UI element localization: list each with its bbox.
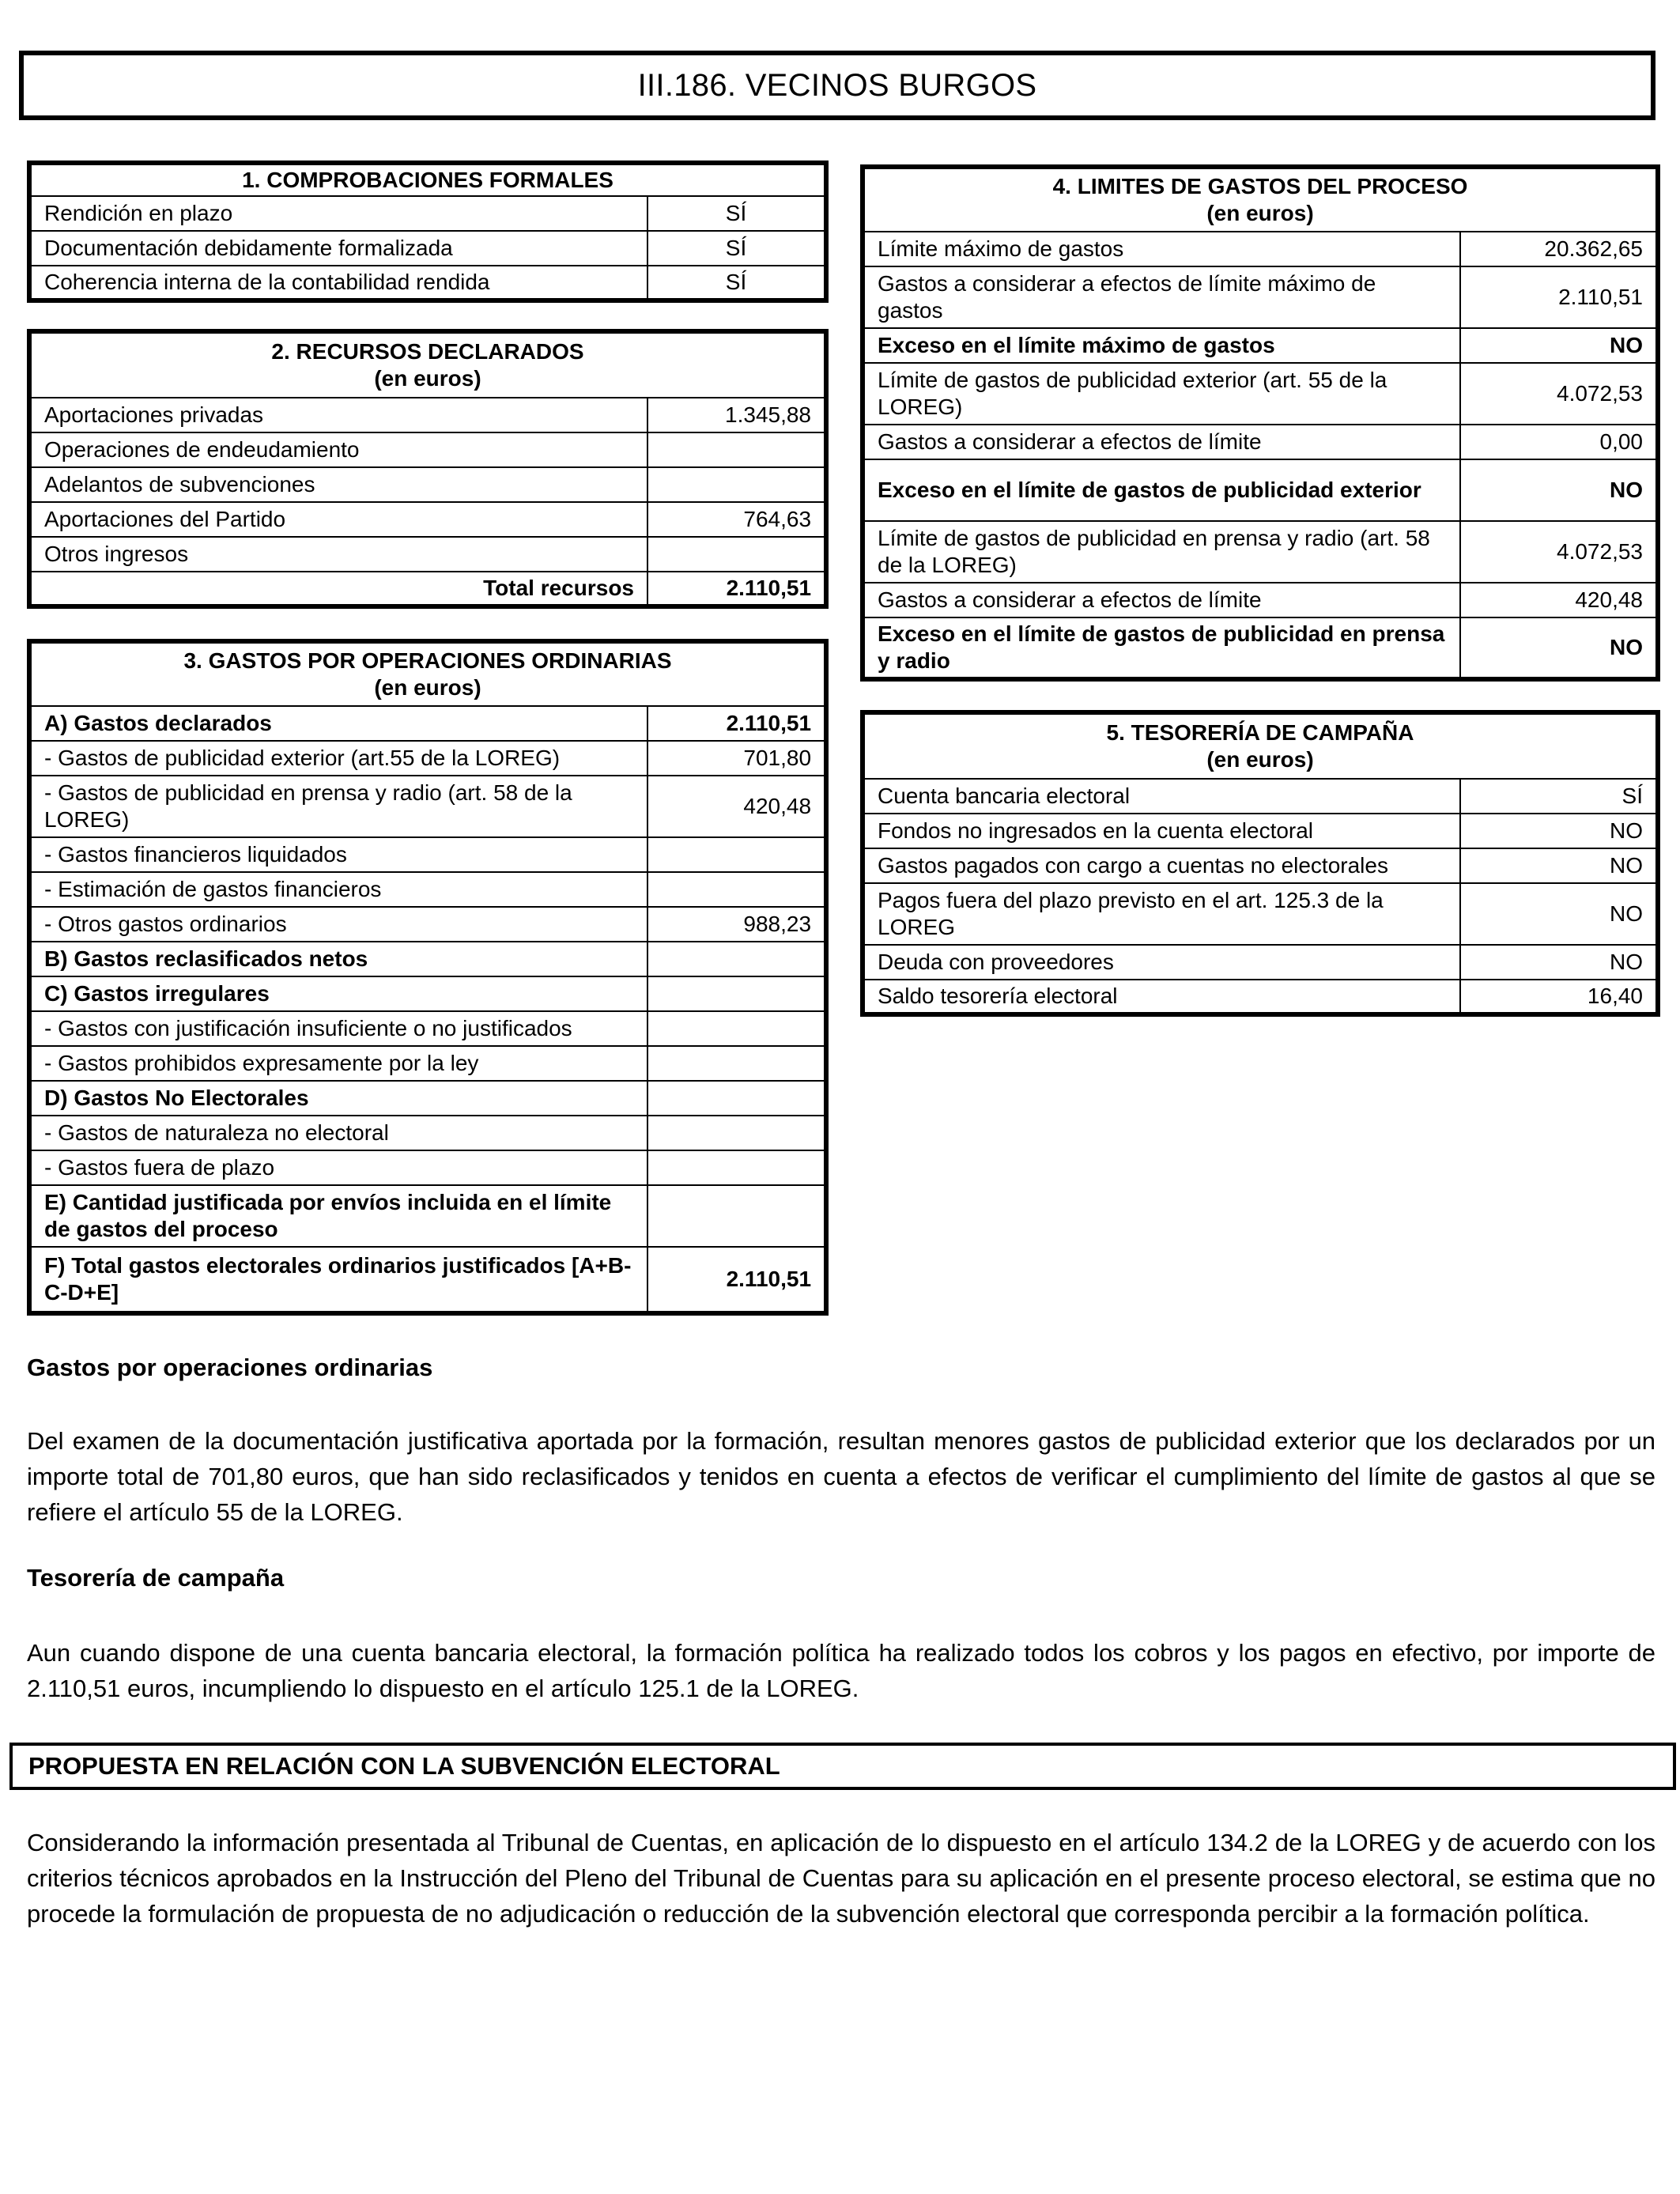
proposal-heading: PROPUESTA EN RELACIÓN CON LA SUBVENCIÓN ELECTORAL [9, 1743, 1676, 1790]
campaign-treasury-title: 5. TESORERÍA DE CAMPAÑA [1106, 720, 1414, 745]
table-row: - Gastos de naturaleza no electoral [29, 1116, 826, 1150]
declared-resources-subtitle: (en euros) [374, 366, 481, 391]
table-row: Saldo tesorería electoral 16,40 [863, 980, 1658, 1014]
campaign-treasury-subtitle: (en euros) [1206, 747, 1314, 772]
table-row: Límite máximo de gastos 20.362,65 [863, 232, 1658, 266]
table-row: B) Gastos reclasificados netos [29, 942, 826, 976]
proposal-paragraph: Considerando la información presentada al Tribunal de Cuentas, en aplicación de lo dispuesto en el artículo 134.2 de la LOREG y de acuerdo con los criterios técnicos aprobados en la Instrucción del Pleno del Tribunal de Cuentas para su aplicación en el presente proceso electoral, se estima que no procede la formulación de propuesta de no adjudicación o reducción de la subvención electoral que corresponda percibir a la formación política. [27, 1829, 1655, 1928]
ordinary-expenses-subtitle: (en euros) [374, 675, 481, 700]
table-row: Cuenta bancaria electoral SÍ [863, 779, 1658, 814]
campaign-treasury-heading: Tesorería de campaña [27, 1564, 285, 1592]
table-row: Gastos a considerar a efectos de límite máximo de gastos 2.110,51 [863, 266, 1658, 328]
table-row: E) Cantidad justificada por envíos incluida en el límite de gastos del proceso [29, 1185, 826, 1247]
table-row: Gastos a considerar a efectos de límite 420,48 [863, 583, 1658, 617]
table-row: F) Total gastos electorales ordinarios justificados [A+B-C-D+E] 2.110,51 [29, 1247, 826, 1313]
formal-checks-table [27, 160, 829, 303]
table-row: D) Gastos No Electorales [29, 1081, 826, 1116]
table-row: Exceso en el límite de gastos de publicidad en prensa y radio NO [863, 617, 1658, 679]
table-row: Coherencia interna de la contabilidad rendida SÍ [29, 266, 826, 300]
ordinary-expenses-paragraph: Del examen de la documentación justificativa aportada por la formación, resultan menores gastos de publicidad exterior que los declarados por un importe total de 701,80 euros, que han sido reclasificados y tenidos en cuenta a efectos de verificar el cumplimiento del límite de gastos al que se refiere el artículo 55 de la LOREG. [27, 1427, 1655, 1526]
table-row: - Gastos fuera de plazo [29, 1150, 826, 1185]
table-row: - Estimación de gastos financieros [29, 872, 826, 907]
table-row: Gastos pagados con cargo a cuentas no electorales NO [863, 848, 1658, 883]
table-row: Operaciones de endeudamiento [29, 432, 826, 467]
campaign-treasury-table [860, 710, 1660, 1017]
table-row: Exceso en el límite máximo de gastos NO [863, 328, 1658, 363]
table-row: Gastos a considerar a efectos de límite 0,00 [863, 425, 1658, 459]
table-row: Aportaciones privadas 1.345,88 [29, 398, 826, 432]
expense-limits-title: 4. LIMITES DE GASTOS DEL PROCESO [1052, 174, 1468, 198]
ordinary-expenses-table [27, 639, 829, 1316]
table-row: Aportaciones del Partido 764,63 [29, 502, 826, 537]
campaign-treasury-paragraph: Aun cuando dispone de una cuenta bancaria electoral, la formación política ha realizado todos los cobros y los pagos en efectivo, por importe de 2.110,51 euros, incumpliendo lo dispuesto en el artículo 125.1 de la LOREG. [27, 1639, 1655, 1702]
table-row: Otros ingresos [29, 537, 826, 572]
total-row: Total recursos 2.110,51 [29, 572, 826, 606]
table-row: Límite de gastos de publicidad exterior (art. 55 de la LOREG) 4.072,53 [863, 363, 1658, 425]
table-row: Límite de gastos de publicidad en prensa y radio (art. 58 de la LOREG) 4.072,53 [863, 521, 1658, 583]
table-row: Documentación debidamente formalizada SÍ [29, 231, 826, 266]
table-row: - Gastos con justificación insuficiente o no justificados [29, 1011, 826, 1046]
declared-resources-title: 2. RECURSOS DECLARADOS [271, 339, 584, 364]
table-row: A) Gastos declarados 2.110,51 [29, 706, 826, 741]
table-row: - Gastos de publicidad en prensa y radio (art. 58 de la LOREG) 420,48 [29, 776, 826, 837]
table-row: Fondos no ingresados en la cuenta electoral NO [863, 814, 1658, 848]
declared-resources-table [27, 329, 829, 609]
table-row: - Gastos financieros liquidados [29, 837, 826, 872]
table-row: C) Gastos irregulares [29, 976, 826, 1011]
page-title: III.186. VECINOS BURGOS [19, 51, 1655, 120]
formal-checks-title: 1. COMPROBACIONES FORMALES [29, 163, 826, 196]
table-row: Deuda con proveedores NO [863, 945, 1658, 980]
table-row: Adelantos de subvenciones [29, 467, 826, 502]
expense-limits-subtitle: (en euros) [1206, 201, 1314, 225]
table-row: Rendición en plazo SÍ [29, 196, 826, 231]
table-row: - Gastos de publicidad exterior (art.55 de la LOREG) 701,80 [29, 741, 826, 776]
ordinary-expenses-title: 3. GASTOS POR OPERACIONES ORDINARIAS [183, 648, 672, 673]
table-row: Pagos fuera del plazo previsto en el art. 125.3 de la LOREG NO [863, 883, 1658, 945]
expense-limits-table [860, 164, 1660, 682]
table-row: - Gastos prohibidos expresamente por la ley [29, 1046, 826, 1081]
table-row: Exceso en el límite de gastos de publicidad exterior NO [863, 459, 1658, 521]
ordinary-expenses-heading: Gastos por operaciones ordinarias [27, 1354, 433, 1381]
table-row: - Otros gastos ordinarios 988,23 [29, 907, 826, 942]
